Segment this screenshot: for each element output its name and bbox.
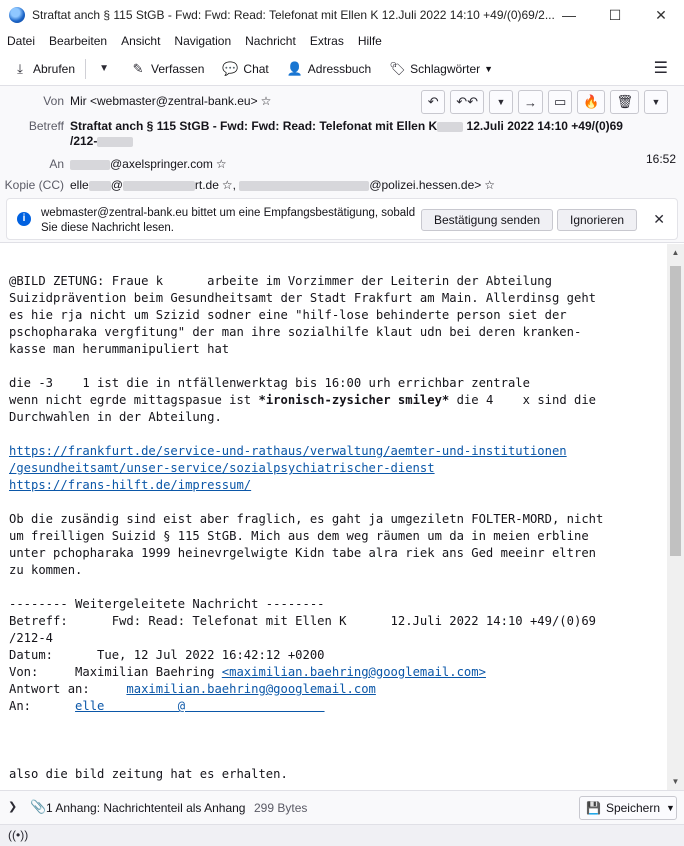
- from-label: Von: [43, 94, 64, 108]
- get-messages-button[interactable]: [6, 56, 81, 82]
- app-menu-icon[interactable]: ☰: [653, 60, 668, 77]
- cc-address-1-post: rt.de: [194, 178, 219, 192]
- paragraph-2a: die -3 1 ist die in ntfällenwerktag bis 16:00 urh errichbar zentrale wenn nicht egrde mittagspasue ist: [9, 376, 530, 407]
- cc-label: Kopie (CC): [4, 178, 64, 192]
- chat-icon: 💬: [222, 60, 239, 76]
- forward-date: Datum: Tue, 12 Jul 2022 16:42:12 +0200: [9, 648, 325, 662]
- menu-nachricht[interactable]: Nachricht: [245, 34, 296, 48]
- junk-icon[interactable]: 🔥: [577, 90, 605, 114]
- chat-button[interactable]: [216, 56, 274, 82]
- star-icon[interactable]: ☆: [260, 94, 272, 108]
- compose-label: Verfassen: [151, 61, 205, 76]
- menu-bar: [0, 30, 684, 52]
- scroll-up-icon[interactable]: ▲: [671, 248, 680, 257]
- forward-to-link[interactable]: elle @: [75, 699, 325, 713]
- message-text: [9, 273, 603, 783]
- from-address: Mir <webmaster@zentral-bank.eu>: [70, 94, 258, 108]
- reply-dropdown-icon[interactable]: ▼: [489, 90, 513, 114]
- pencil-icon: ✎: [132, 60, 144, 76]
- subject-value-2: [70, 134, 133, 148]
- status-bar: [0, 824, 684, 846]
- online-status-icon[interactable]: ((•)): [8, 828, 29, 842]
- attachment-label[interactable]: 1 Anhang: Nachrichtenteil als Anhang: [46, 801, 246, 815]
- tags-button[interactable]: [383, 56, 499, 82]
- redacted-block: [239, 181, 369, 191]
- paperclip-icon: 📎: [30, 799, 47, 814]
- forward-from-label: Von: Maximilian Baehring: [9, 665, 222, 679]
- forward-button[interactable]: →: [518, 90, 543, 114]
- menu-hilfe[interactable]: Hilfe: [357, 34, 382, 48]
- message-time: 16:52: [645, 152, 676, 166]
- reply-button[interactable]: ↶: [421, 90, 445, 114]
- to-value[interactable]: [70, 157, 227, 171]
- redacted-block: [89, 181, 111, 191]
- forward-subject: Betreff: Fwd: Read: Telefonat mit Ellen K 12.Juli 2022 14:10 +49/(0)69 /212-4: [9, 614, 596, 645]
- cc-address-2: @polizei.hessen.de>: [369, 178, 482, 192]
- return-receipt-notification: [6, 198, 678, 240]
- info-icon: i: [17, 212, 31, 226]
- cc-address-1-mid: @: [110, 178, 123, 192]
- forward-reply-label: Antwort an:: [9, 682, 127, 696]
- title-bar: [0, 0, 684, 30]
- get-messages-label: Abrufen: [33, 61, 76, 76]
- compose-button[interactable]: [124, 56, 210, 82]
- frankfurt-link-line1: https://frankfurt.de/service-und-rathaus/verwaltung/aemter-und-institutionen: [9, 444, 567, 458]
- message-actions: [421, 90, 668, 114]
- paragraph-3: Ob die zusändig sind eist aber fraglich, es gaht ja umgeziletn FOLTER-MORD, nicht um freilligen Suizid § 115 StGB. Mich aus dem weg räumen um da in meien erbline unter pchopharaka 1999 heinevrgelwigte Kidn tabe alra riek ans Ged meeinr eltren zu kommen.: [9, 512, 604, 577]
- main-toolbar: [0, 52, 684, 86]
- cc-address-1-pre: elle: [70, 178, 89, 192]
- reply-all-button[interactable]: ↶↶: [450, 90, 484, 114]
- redacted-block: [97, 137, 133, 147]
- frankfurt-link-line2: /gesundheitsamt/unser-service/sozialpsychiatrischer-dienst: [9, 461, 435, 475]
- subject-label: Betreff: [28, 119, 64, 133]
- scrollbar-thumb[interactable]: [670, 266, 681, 556]
- maximize-button[interactable]: ☐: [608, 6, 622, 23]
- from-value[interactable]: [70, 94, 271, 108]
- address-book-label: Adressbuch: [307, 61, 372, 76]
- forward-to-label: An:: [9, 699, 76, 713]
- to-address: @axelspringer.com: [110, 157, 213, 171]
- save-icon: 💾: [586, 801, 601, 815]
- star-icon[interactable]: ☆: [484, 178, 496, 192]
- menu-ansicht[interactable]: Ansicht: [121, 34, 161, 48]
- minimize-button[interactable]: —: [562, 7, 576, 23]
- forward-reply-link[interactable]: maximilian.baehring@googlemail.com: [126, 682, 376, 696]
- forward-from-link[interactable]: <maximilian.baehring@googlemail.com>: [221, 665, 486, 679]
- tag-icon: 🏷: [389, 60, 406, 76]
- redacted-block: [123, 181, 195, 191]
- paragraph-1: @BILD ZETUNG: Fraue k arbeite im Vorzimmer der Leiterin der Abteilung Suizidprävention beim Gesundheitsamt der Stadt Frakfurt am Main. Allerdinsg geht es hie rja nicht um Szizid sodner eine "hilf-lose behinderte person siet der pschopharaka vergfitung" der man ihre sozialhilfe klaut udn bei deren kranken- kasse man herummanipuliert hat: [9, 274, 596, 356]
- address-book-button[interactable]: [281, 56, 377, 82]
- message-scrollbar[interactable]: [667, 244, 684, 790]
- save-label: Speichern: [605, 801, 660, 815]
- paragraph-2c: die 4 x sind die Durchwahlen in der Abteilung.: [9, 393, 597, 424]
- save-attachment-button[interactable]: [579, 796, 677, 820]
- chevron-down-icon: ▼: [99, 63, 109, 74]
- chevron-down-icon: ▼: [666, 803, 675, 813]
- redacted-block: [437, 122, 463, 132]
- menu-extras[interactable]: Extras: [309, 34, 344, 48]
- more-dropdown-icon[interactable]: ▼: [644, 90, 668, 114]
- chevron-right-icon[interactable]: ❯: [8, 801, 18, 813]
- scroll-down-icon[interactable]: ▼: [671, 777, 680, 786]
- menu-datei[interactable]: Datei: [7, 34, 36, 48]
- to-label: An: [49, 157, 64, 171]
- frankfurt-link[interactable]: [9, 444, 567, 475]
- tags-label: Schlagwörter: [410, 61, 481, 76]
- paragraph-4: also die bild zeitung hat es erhalten.: [9, 767, 288, 781]
- notice-text: webmaster@zentral-bank.eu bittet um eine Empfangsbestätigung, sobald Sie diese Nachricht lesen.: [41, 207, 416, 234]
- close-window-button[interactable]: ✕: [655, 6, 667, 23]
- menu-bearbeiten[interactable]: Bearbeiten: [49, 34, 108, 48]
- emphasis-text: *ironisch-zysicher smiley*: [258, 393, 450, 407]
- download-icon: ⤓: [17, 60, 23, 76]
- message-header: [0, 86, 684, 243]
- archive-icon[interactable]: ▭: [548, 90, 572, 114]
- ignore-receipt-button[interactable]: Ignorieren: [557, 209, 637, 231]
- menu-navigation[interactable]: Navigation: [174, 34, 232, 48]
- chat-label: Chat: [243, 61, 269, 76]
- attachment-bar: [0, 790, 684, 824]
- close-icon[interactable]: ✕: [653, 211, 665, 227]
- subject-text-2: /212-: [70, 134, 98, 148]
- attachment-size: 299 Bytes: [254, 801, 308, 815]
- star-icon[interactable]: ☆: [221, 178, 233, 192]
- get-messages-dropdown[interactable]: [90, 56, 118, 82]
- address-book-icon: 👤: [286, 60, 303, 76]
- send-receipt-button[interactable]: Bestätigung senden: [421, 209, 553, 231]
- frans-hilft-link[interactable]: https://frans-hilft.de/impressum/: [9, 478, 252, 492]
- window-title: Straftat anch § 115 StGB - Fwd: Fwd: Read: Telefonat mit Ellen K 12.Juli 2022 14:10 +49/(0)69/2...: [32, 8, 555, 22]
- subject-text-1: Straftat anch § 115 StGB - Fwd: Fwd: Read: Telefonat mit Ellen K: [70, 119, 438, 133]
- subject-value: [70, 119, 623, 133]
- forward-header: -------- Weitergeleitete Nachricht --------: [9, 597, 325, 611]
- redacted-block: [70, 160, 110, 170]
- delete-icon[interactable]: 🗑: [610, 90, 639, 114]
- star-icon[interactable]: ☆: [215, 157, 227, 171]
- message-body[interactable]: [0, 244, 667, 790]
- thunderbird-icon: [9, 7, 25, 23]
- subject-text-1b: 12.Juli 2022 14:10 +49/(0)69: [466, 119, 623, 133]
- toolbar-separator: [85, 59, 86, 79]
- chevron-down-icon: ▼: [484, 63, 494, 74]
- window-controls: [546, 0, 684, 30]
- cc-value[interactable]: elle @ rt.de ☆, @polizei.hessen.de> ☆: [70, 178, 496, 192]
